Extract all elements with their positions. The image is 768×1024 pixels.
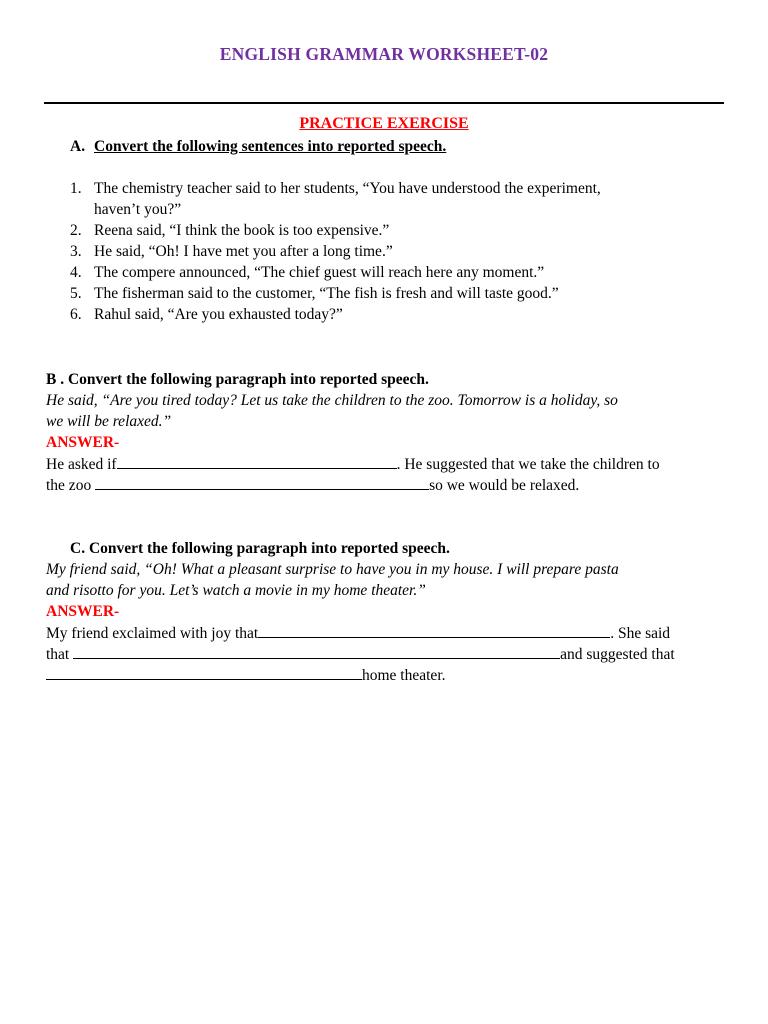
answer-blank-input[interactable] bbox=[46, 665, 362, 680]
section-b-heading: B . Convert the following paragraph into reported speech. bbox=[46, 371, 429, 388]
list-number: 5. bbox=[70, 285, 82, 302]
list-text: Rahul said, “Are you exhausted today?” bbox=[94, 306, 343, 323]
list-text: The fisherman said to the customer, “The fish is fresh and will taste good.” bbox=[94, 285, 559, 302]
list-item-continuation: haven’t you?” bbox=[94, 201, 182, 218]
list-number: 2. bbox=[70, 222, 82, 239]
list-text: The chemistry teacher said to her students, “You have understood the experiment, bbox=[94, 180, 601, 197]
section-b-quote-line2: we will be relaxed.” bbox=[46, 413, 172, 430]
title-divider bbox=[44, 102, 724, 104]
list-item bbox=[70, 262, 544, 283]
list-text: He said, “Oh! I have met you after a long time.” bbox=[94, 243, 393, 260]
answer-text: He asked if bbox=[46, 456, 117, 473]
section-a-heading bbox=[70, 136, 446, 157]
answer-text: and suggested that bbox=[560, 646, 675, 663]
answer-blank-input[interactable] bbox=[73, 644, 560, 659]
answer-text: My friend exclaimed with joy that bbox=[46, 625, 259, 642]
list-number: 3. bbox=[70, 243, 82, 260]
section-c-answer-label: ANSWER- bbox=[46, 603, 120, 620]
section-c-quote-line2: and risotto for you. Let’s watch a movie in my home theater.” bbox=[46, 582, 426, 599]
section-b-answer-line1 bbox=[46, 454, 660, 475]
section-a-label: A. bbox=[70, 138, 86, 155]
section-a-instruction: Convert the following sentences into reported speech. bbox=[94, 138, 447, 155]
answer-blank-input[interactable] bbox=[258, 623, 610, 638]
answer-text: the zoo bbox=[46, 477, 96, 494]
answer-text: so we would be relaxed. bbox=[429, 477, 580, 494]
section-c-answer-line1 bbox=[46, 623, 670, 644]
section-c-answer-line2 bbox=[46, 644, 675, 665]
answer-blank-input[interactable] bbox=[95, 475, 429, 490]
section-c-heading: C. Convert the following paragraph into reported speech. bbox=[70, 540, 450, 557]
practice-exercise-heading: PRACTICE EXERCISE bbox=[299, 115, 469, 132]
list-item bbox=[70, 220, 389, 241]
answer-text: home theater. bbox=[362, 667, 446, 684]
list-number: 4. bbox=[70, 264, 82, 281]
section-b-quote-line1: He said, “Are you tired today? Let us take the children to the zoo. Tomorrow is a holiday, so bbox=[46, 392, 618, 409]
section-b-answer-label: ANSWER- bbox=[46, 434, 120, 451]
list-text: Reena said, “I think the book is too expensive.” bbox=[94, 222, 390, 239]
list-item bbox=[70, 304, 343, 325]
section-c-answer-line3 bbox=[46, 665, 446, 686]
section-b-answer-line2 bbox=[46, 475, 579, 496]
list-text: The compere announced, “The chief guest will reach here any moment.” bbox=[94, 264, 545, 281]
list-number: 1. bbox=[70, 180, 82, 197]
answer-text: that bbox=[46, 646, 74, 663]
list-item bbox=[70, 178, 601, 199]
section-c-quote-line1: My friend said, “Oh! What a pleasant surprise to have you in my house. I will prepare pasta bbox=[46, 561, 619, 578]
list-item bbox=[70, 241, 393, 262]
answer-text: . She said bbox=[610, 625, 671, 642]
list-item bbox=[70, 283, 559, 304]
answer-blank-input[interactable] bbox=[117, 454, 397, 469]
list-number: 6. bbox=[70, 306, 82, 323]
answer-text: . He suggested that we take the children to bbox=[396, 456, 660, 473]
page-title: ENGLISH GRAMMAR WORKSHEET-02 bbox=[219, 44, 549, 64]
